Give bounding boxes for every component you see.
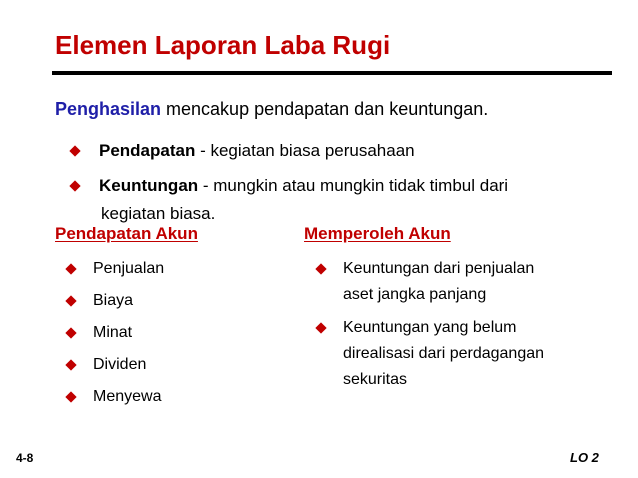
slide-title: Elemen Laporan Laba Rugi: [55, 30, 391, 60]
intro-text: mencakup pendapatan dan keuntungan.: [161, 99, 489, 119]
diamond-bullet-icon: [315, 322, 326, 333]
right-column-heading: Memperoleh Akun: [304, 224, 451, 243]
definition-text: [99, 176, 508, 196]
diamond-bullet-icon: [315, 263, 326, 274]
left-list-item: [67, 256, 164, 282]
diamond-bullet-icon: [65, 327, 76, 338]
definition-desc-continued: kegiatan biasa.: [101, 204, 216, 223]
definition-term: Pendapatan: [99, 141, 196, 160]
definition-desc: - kegiatan biasa perusahaan: [195, 141, 415, 160]
definition-item: [71, 141, 415, 161]
learning-objective-tag: LO 2: [570, 450, 599, 465]
left-list-item: [67, 384, 161, 410]
left-column-heading: Pendapatan Akun: [55, 224, 198, 243]
left-list-item: [67, 320, 132, 346]
right-list-item-text: [343, 315, 544, 393]
intro-line: [55, 99, 488, 120]
left-list-item: [67, 352, 146, 378]
title-divider: [52, 71, 612, 75]
diamond-bullet-icon: [65, 359, 76, 370]
definition-item: [71, 176, 508, 196]
left-list-item-label: Dividen: [93, 356, 147, 373]
definition-term: Keuntungan: [99, 176, 199, 195]
diamond-bullet-icon: [69, 180, 80, 191]
definition-text: [99, 141, 415, 161]
left-list-item-label: Menyewa: [93, 388, 162, 405]
right-list-item-line: sekuritas: [343, 371, 408, 388]
right-list-item-line: Keuntungan dari penjualan: [343, 260, 535, 277]
right-list-item-line: direalisasi dari perdagangan: [343, 345, 545, 362]
right-list-item: [317, 256, 534, 308]
diamond-bullet-icon: [65, 263, 76, 274]
left-list-item: [67, 288, 133, 314]
left-list-item-label: Penjualan: [93, 260, 165, 277]
left-list-item-label: Biaya: [93, 292, 134, 309]
intro-keyword: Penghasilan: [55, 99, 162, 119]
diamond-bullet-icon: [69, 145, 80, 156]
left-list-item-label: Minat: [93, 324, 133, 341]
right-list-item: [317, 315, 544, 393]
definition-desc: - mungkin atau mungkin tidak timbul dari: [198, 176, 509, 195]
page-number: 4-8: [16, 451, 34, 465]
right-list-item-line: Keuntungan yang belum: [343, 319, 517, 336]
right-list-item-line: aset jangka panjang: [343, 286, 487, 303]
diamond-bullet-icon: [65, 391, 76, 402]
right-list-item-text: [343, 256, 534, 308]
diamond-bullet-icon: [65, 295, 76, 306]
